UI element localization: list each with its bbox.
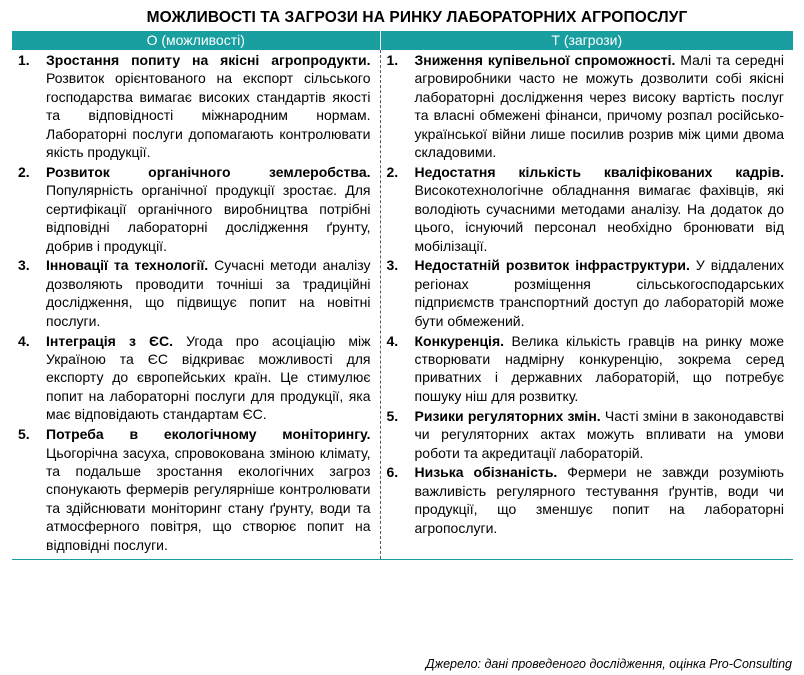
item-heading: Конкуренція. [414,332,505,349]
item-number: 1. [386,52,399,68]
item-heading: Зниження купівельної спроможності. [414,52,676,68]
table-body-row [12,50,793,560]
list-item [18,332,371,424]
item-number: 6. [386,464,399,481]
item-body: Часті зміни в законодавстві чи регуляторних актах можуть впливати на умови роботи та акредитації лабораторій. [414,407,784,461]
item-heading: Інновації та технології. [46,257,209,274]
item-heading: Зростання попиту на якісні агропродукти. [46,52,371,68]
item-text [46,51,371,161]
opportunities-header: О (можливості) [12,31,380,50]
item-body: Малі та середні агровиробники часто не можуть дозволити собі якісні лабораторні дослідження через високу вартість послуг та власні обмежені фінанси, причому розпал російсько-української війни лише посилив розрив між цими двома складовими. [414,52,785,161]
item-number: 4. [386,332,399,349]
item-body: Популярність органічної продукції зростає. Для сертифікації органічного виробництва потрібні відповідні лабораторні дослідження ґрунту, добрив і продукції. [46,182,371,254]
list-item [18,256,371,330]
list-item [387,256,785,330]
swot-table [12,31,793,560]
item-body: У віддалених регіонах розміщення сільськогосподарських підприємств транспортний доступ до лабораторій може бути обмежений. [414,257,784,329]
item-text [46,256,371,330]
item-number: 3. [18,257,30,274]
item-text [46,425,371,554]
item-text [46,163,371,255]
item-number: 2. [18,163,30,180]
list-item [387,163,785,255]
list-item [387,332,785,406]
item-body: Угода про асоціацію між Україною та ЄС відкриває можливості для експорту до європейських країн. Це стимулює попит на лабораторні послуги для продукції, яка має відповідають стандартам ЄС. [46,332,371,423]
item-number: 5. [386,407,399,424]
item-number: 1. [18,52,30,68]
item-text [415,463,785,537]
item-heading: Ризики регуляторних змін. [414,407,601,424]
list-item [387,51,785,161]
item-text [415,407,785,462]
opportunities-list [18,51,371,554]
item-body: Велика кількість гравців на ринку може створювати надмірну конкуренцію, зокрема серед приватних і державних лабораторій, що потребує пошуку ніш для розвитку. [414,332,784,404]
item-text [46,332,371,424]
item-text [415,163,785,255]
item-body: Цьогорічна засуха, спровокована зміною клімату, та подальше зростання екологічних загроз спонукають фермерів регулярніше контролювати та здійснювати моніторинг стану ґрунту, води та атмосферного повітря, що створює попит на відповідні послуги. [46,444,371,553]
list-item [18,425,371,554]
item-heading: Потреба в екологічному моніторингу. [46,426,371,443]
list-item [387,407,785,462]
table-header-row [12,31,793,50]
item-text [415,332,785,406]
item-text [415,51,785,161]
item-heading: Недостатня кількість кваліфікованих кадрів. [414,163,784,180]
item-body: Сучасні методи аналізу дозволяють проводити точніші за традиційні дослідження, що підвищує попит на новітні послуги. [46,257,371,329]
source-note: Джерело: дані проведеного дослідження, оцінка Pro-Consulting [425,657,792,671]
item-number: 3. [386,257,399,274]
item-number: 4. [18,332,30,349]
opportunities-cell [12,50,380,560]
item-heading: Низька обізнаність. [414,464,558,481]
threats-list [387,51,785,537]
list-item [18,163,371,255]
item-body: Фермери не завжди розуміють важливість регулярного тестування ґрунтів, води чи продукції, що зменшує попит на лабораторні агропослуги. [414,464,784,536]
item-heading: Розвиток органічного землеробства. [46,163,371,180]
page-title: МОЖЛИВОСТІ ТА ЗАГРОЗИ НА РИНКУ ЛАБОРАТОРНИХ АГРОПОСЛУГ [146,9,688,26]
item-heading: Недостатній розвиток інфраструктури. [414,257,690,274]
list-item [18,51,371,161]
item-number: 2. [386,163,399,180]
threats-header: Т (загрози) [380,31,793,50]
item-body: Високотехнологічне обладнання вимагає фахівців, які володіють сучасними методами аналізу. На додаток до цього, існуючий персонал необхідно бронювати від мобілізації. [414,182,784,254]
list-item [387,463,785,537]
item-number: 5. [18,426,30,443]
item-body: Розвиток орієнтованого на експорт сільського господарства вимагає високих стандартів якості та відповідності міжнародним нормам. Лабораторні послуги допомагають контролювати якість продукції. [46,70,371,161]
threats-cell [380,50,793,560]
item-text [415,256,785,330]
item-heading: Інтеграція з ЄС. [46,332,173,349]
